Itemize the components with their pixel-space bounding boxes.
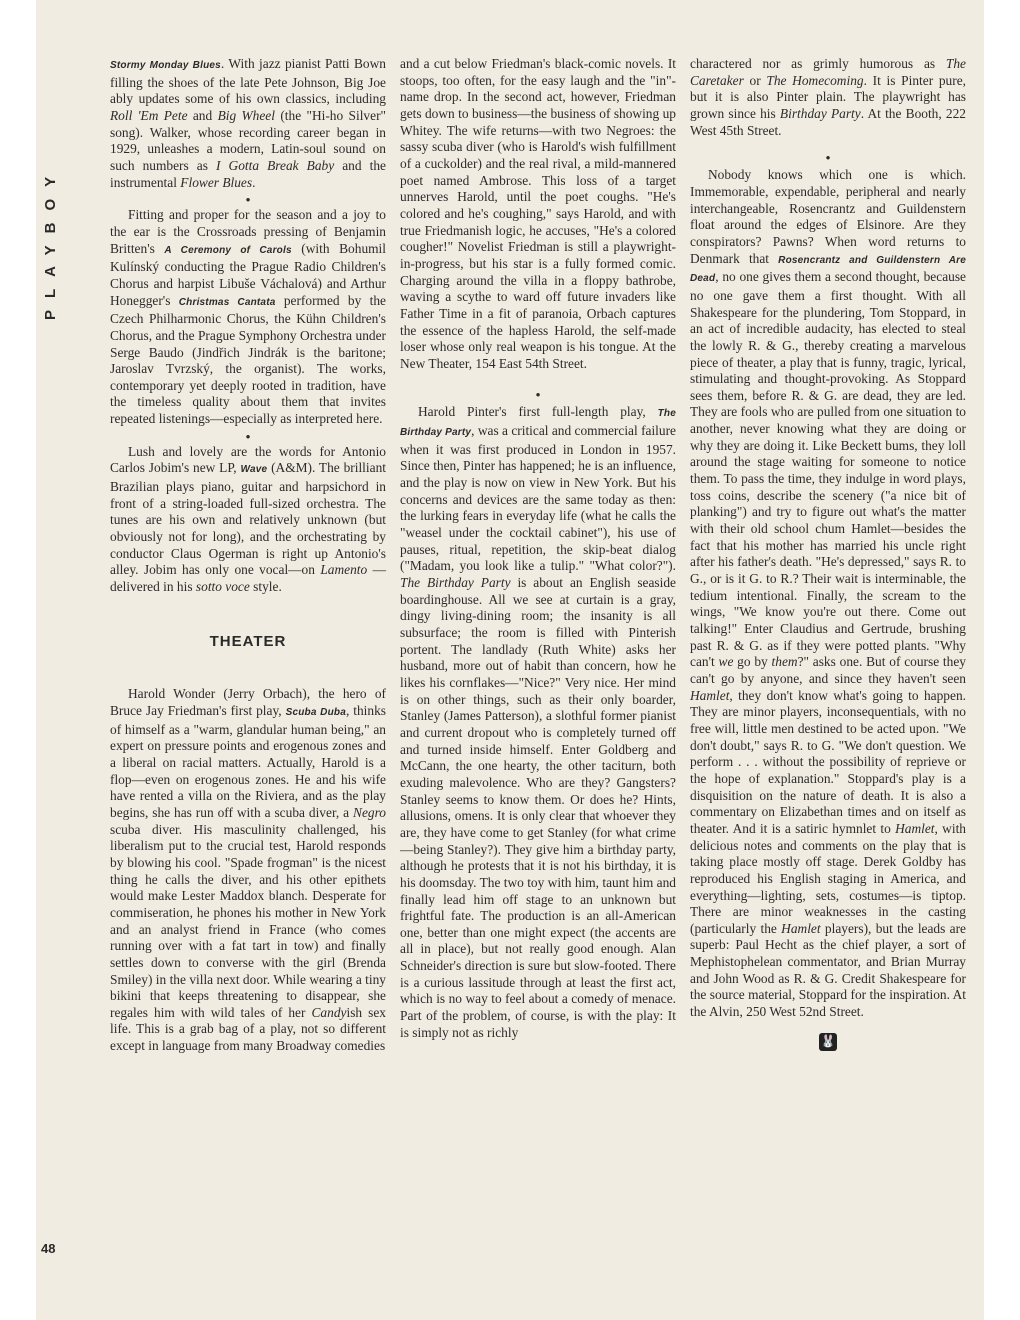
italic-title: Hamlet xyxy=(690,687,730,703)
italic-title: The Birthday Party xyxy=(400,575,511,591)
magazine-logo: PLAYBOY xyxy=(41,164,59,320)
italic-title: them xyxy=(771,654,798,670)
work-title: A Ceremony of Carols xyxy=(164,244,292,256)
work-title: Scuba Duba xyxy=(285,707,346,718)
column-1 xyxy=(110,56,386,1055)
text-run: Fitting and proper for the season and a joy to the ear is the Crossroads pressing of Benjamin Britten's xyxy=(110,207,386,256)
section-separator: • xyxy=(535,387,541,403)
text-run: charactered nor as grimly humorous as xyxy=(690,56,946,71)
text-run: (A&M). The brilliant Brazilian plays piano, guitar and harpsichord in front of a string-loaded full-sized orchestra. The tunes are his own and relatively unknown (but obviously not for long), and the orchestrating by conductor Claus Ogerman is right up Antonio's alley. Jobim has only one vocal—on xyxy=(110,460,386,578)
italic-title: Hamlet xyxy=(895,820,935,836)
work-title: Rosencrantz and Guildenstern Are Dead xyxy=(690,254,966,285)
italic-title: Big Wheel xyxy=(217,107,275,123)
text-run: performed by the Czech Philharmonic Chorus, the Kühn Children's Chorus, and the Prague Symphony Orchestra under Serge Baudo (Jindřich Jindrák is the baritone; Jaroslav Tvrzský, the organist). The works, contemporary yet deeply rooted in tradition, have the timeless quality about them that invites repeated listenings—especially as interpreted here. xyxy=(110,292,386,427)
text-run: ?" asks one. But of course they can't go by anyone, and since they haven't seen xyxy=(690,654,966,686)
column-2 xyxy=(400,56,676,1041)
paragraph xyxy=(400,56,676,372)
text-run: Harold Wonder (Jerry Orbach), the hero of Bruce Jay Friedman's first play, xyxy=(110,686,386,718)
text-run: ish sex life. This is a grab bag of a play, not so different except in language from many Broadway comedies xyxy=(110,1004,386,1054)
section-separator: • xyxy=(245,192,251,208)
magazine-page xyxy=(36,0,984,1320)
italic-title: we xyxy=(718,654,734,670)
text-run: , no one gives them a second thought, because no one gave them a first thought. With all Shakespeare for the plundering, Tom Stoppard, in an act of incredible audacity, has elected to steal the lowly R. & G., thereby creating a marvelous piece of theater, a play that is funny, tragic, lyrical, stimulating and thought-provoking. As Stoppard sees them, before R. & G. are dead, they are led. They are fools who are pulled from one situation to another, never knowing what they are doing or why they are doing it. Like Beckett bums, they loll around the stage waiting for someone to notice them. To pass the time, they indulge in word plays, toss coins, describe the scenery ("a nice bit of planking") and try to figure out what's the matter with their old school chum Hamlet—besides the fact that his mother has married his uncle right after his father's death. "He's depressed," says R. to G., or is it G. to R.? Their wait is interminable, the tedium intentional. Finally, the scream to the wings, "We know you're out there. Come out talking!" Enter Claudius and Gertrude, brushing past R. & G. as if they were potted plants. "Why can't xyxy=(690,269,966,670)
paragraph xyxy=(110,444,386,596)
text-run: Nobody knows which one is which. Immemorable, expendable, peripheral and nearly interchangeable, Rosencrantz and Guildenstern float around the edges of Elsinore. Are they conspirators? Pawns? When word returns to Denmark that xyxy=(690,167,966,266)
page-number: 48 xyxy=(41,1241,56,1256)
text-run: (the "Hi-ho Silver" song). Walker, whose recording career began in 1929, unleashes a modern, Latin-soul sound on such numbers as xyxy=(110,107,386,173)
italic-title: Roll 'Em Pete xyxy=(110,107,188,123)
paragraph xyxy=(110,56,386,191)
text-run: . At the Booth, 222 West 45th Street. xyxy=(690,105,966,138)
section-separator: • xyxy=(825,150,831,166)
text-run: —delivered in his xyxy=(110,562,386,595)
italic-title: Birthday Party xyxy=(779,105,861,121)
text-run: . It is Pinter pure, but it is also Pinter plain. The playwright has grown since his xyxy=(690,72,966,121)
text-run: , with delicious notes and comments on the play that is taking place mostly off stage. Derek Goldby has reproduced his English staging in America, and everything—lighting, sets, costumes—is tiptop. There are minor weaknesses in the casting (particularly the xyxy=(690,820,966,936)
paragraph xyxy=(400,404,676,1041)
italic-title: sotto voce xyxy=(195,579,250,595)
text-run: Lush and lovely are the words for Antonio Carlos Jobim's new LP, xyxy=(110,443,386,476)
work-title: Stormy Monday Blues xyxy=(110,60,221,71)
section-separator: • xyxy=(245,428,251,444)
italic-title: Candy xyxy=(311,1004,347,1020)
text-run: (with Bohumil Kulínský conducting the Prague Radio Children's Chorus and harpist Libuše Váchalová) and Arthur Honegger's xyxy=(110,240,386,308)
text-run: is about an English seaside boardinghouse. All we see at curtain is a gray, dingy living-dining room; the insanity is all subsurface; the room is filled with Pinterish portent. The landlady (Ruth White) asks her husband, more out of habit than concern, how he likes his cornflakes—"Nice?" Very nice. Her mind is on other things, such as their only boarder, Stanley (James Patterson), a slothful former pianist and current dropout who is completely turned off and turned inside himself. Enter Goldberg and McCann, the one hearty, the other taciturn, both exuding malevolence. Who are they? Gangsters? Stanley seems to know them. Or does he? Hints, allusions, omens. It is only clear that whoever they are, they have come to get Stanley (for what crime—being Stanley?). They give him a birthday party, although he protests that it is not his birthday, it is his doomsday. The two toy with him, taunt him and finally lead him off stage to an unknown but frightful fate. The production is an all-American one, better than one might expect (the accents are all in place), but not really good enough. Alan Schneider's direction is sure but slow-footed. There is a curious lassitude through at least the first act, which is no way to feel about a comedy of menace. Part of the problem, of course, is with the play: It is simply not as richly xyxy=(400,575,676,1040)
italic-title: I Gotta Break Baby xyxy=(216,157,335,173)
text-run: and the instrumental xyxy=(110,157,386,190)
end-mark-bunny-icon: 🐰 xyxy=(819,1033,837,1051)
italic-title: Lamento xyxy=(320,562,368,578)
text-run: and a cut below Friedman's black-comic novels. It stoops, too often, for the easy laugh and the "in"-name drop. In the second act, however, Friedman gets down to business—the business of showing up Whitey. The wife returns—with two Negroes: the sassy scuba diver (who is Harold's wish fulfillment of a cuckolder) and the real rival, a mild-mannered poet named Ambrose. This loss of a target unnerves Harold, until the poet coughs. "He's colored and he's coughing," says Harold, and with true Friedmanish logic, he accuses, "He's a colored cougher!" Novelist Friedman is still a playwright-in-progress, but his star is a fully formed comic. Charging around the villa in a floppy bathrobe, waving a scythe to ward off future invaders like Father Time in a fit of paranoia, Orbach captures the essence of the hapless Harold, the self-made loser whose only real weapon is his tongue. At the New Theater, 154 East 54th Street. xyxy=(400,56,676,371)
text-run: , they don't know what's going to happen. They are minor players, inconsequentials, with no free will, little men destined to be acted upon. "We don't doubt," says R. to G. "We don't question. We perform . . . without the possibility of reprieve or the hope of explanation." Stoppard's play is a disquisition on the nature of death. It is also a commentary on Elizabethan times and on itself as theater. And it is a satiric hymnlet to xyxy=(690,687,966,836)
text-run: . With jazz pianist Patti Bown filling the shoes of the late Pete Johnson, Big Joe ably updates some of his own classics, including xyxy=(110,56,386,107)
text-run: , was a critical and commercial failure when it was first produced in London in 1957. Since then, Pinter has happened; he is an influence, and the play is now on view in New York. But his concerns and devices are the same today as then: the lurking fears in everyday life (what he calls the "weasel under the cocktail cabinet"), his use of pauses, ritual, repetition, the skip-beat dialog ("Madam, you look like a tulip." "What color?"). xyxy=(400,423,677,574)
italic-title: Flower Blues xyxy=(180,174,253,190)
work-title: Christmas Cantata xyxy=(178,296,276,308)
section-heading: THEATER xyxy=(209,632,287,650)
work-title: The Birthday Party xyxy=(400,408,676,439)
text-run: or xyxy=(743,72,767,88)
work-title: Wave xyxy=(240,464,268,476)
text-run: style. xyxy=(249,579,282,595)
text-run: players), but the leads are superb: Paul Hecht as the chief player, a sort of Mephistophelean commentator, and Brian Murray and John Wood as R. & G. Credit Shakespeare for the source material, Stoppard for the inspiration. At the Alvin, 250 West 52nd Street. xyxy=(690,920,966,1020)
italic-title: The Caretaker xyxy=(690,56,966,88)
text-run: and xyxy=(187,107,218,123)
text-run: , thinks of himself as a "warm, glandular human being," an expert on pressure points and erogenous zones and a liberal on racial matters. Actually, Harold is a flop—even on erogenous zones. He and his wife have rented a villa on the Riviera, and as the play begins, she has run off with a scuba diver, a xyxy=(110,703,386,820)
paragraph xyxy=(690,56,966,139)
paragraph xyxy=(690,167,966,1020)
paragraph xyxy=(110,686,386,1054)
text-run: scuba diver. His masculinity challenged, his liberalism put to the crucial test, Harold responds by blowing his cool. "Spade frogman" is the nicest thing he calls the diver, and his other epithets would make Lester Maddox blanch. Desperate for commiseration, he phones his mother in New York and an analyst friend in France (who comes running over with a fat tart in tow) and finally settles down to converse with the girl (Brenda Smiley) in the villa next door. While wearing a tiny bikini that keeps threatening to disappear, she regales him with wild tales of her xyxy=(110,821,386,1020)
italic-title: Hamlet xyxy=(781,920,821,936)
italic-title: Negro xyxy=(353,804,386,820)
text-run: . xyxy=(252,174,256,190)
text-run: Harold Pinter's first full-length play, xyxy=(418,404,658,420)
italic-title: The Homecoming xyxy=(766,72,864,88)
column-3 xyxy=(690,56,966,1051)
running-head xyxy=(36,0,64,320)
text-run: go by xyxy=(733,654,772,670)
paragraph xyxy=(110,207,386,428)
